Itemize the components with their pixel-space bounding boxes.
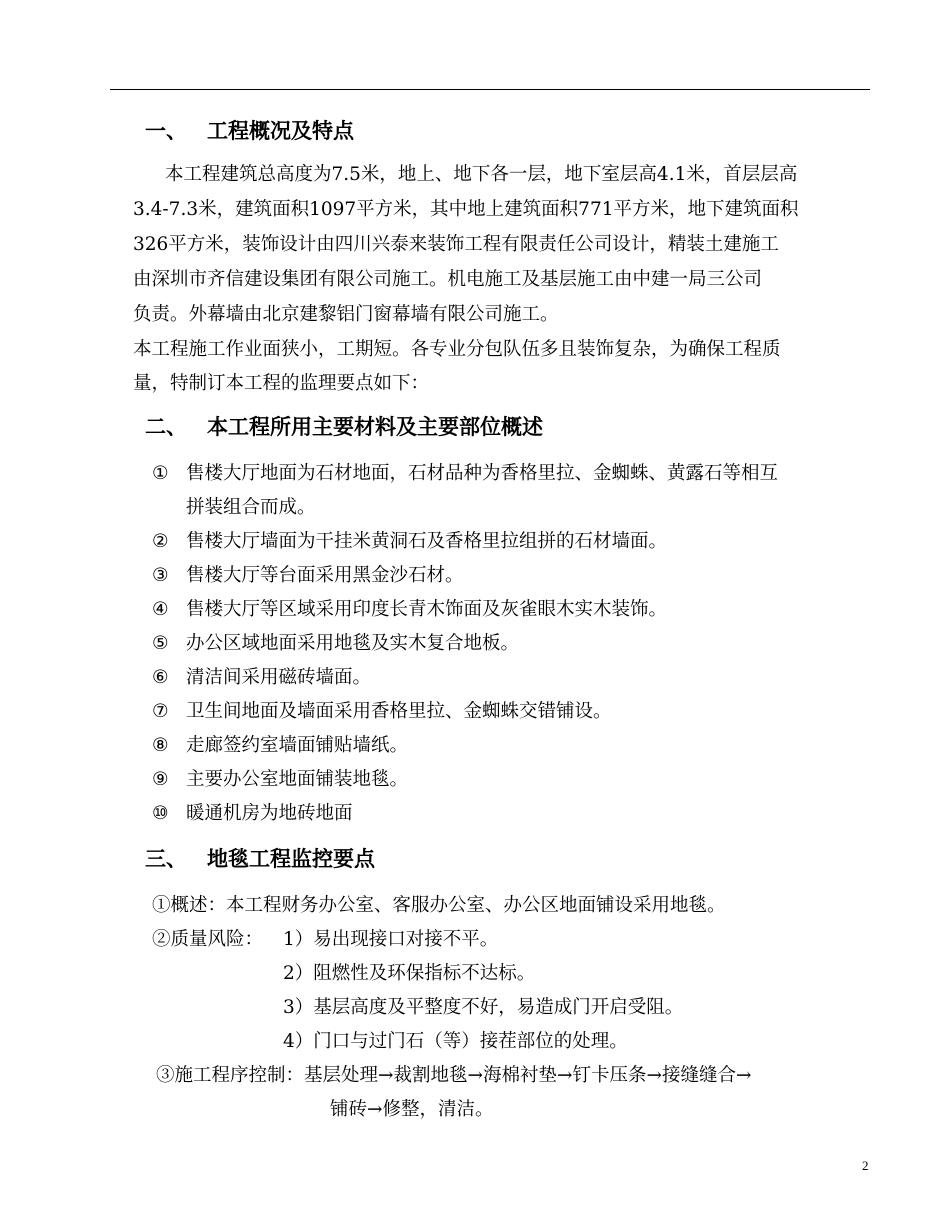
s2-item-10-line1: 暖通机房为地砖地面 bbox=[186, 803, 353, 824]
section-3-number: 三、 bbox=[145, 847, 187, 871]
s1-para1-line4: 由深圳市齐信建设集团有限公司施工。机电施工及基层施工由中建一局三公司 bbox=[133, 269, 763, 290]
section-1-title: 工程概况及特点 bbox=[207, 119, 354, 143]
s2-item-9-marker: ⑨ bbox=[152, 769, 169, 790]
s3-procedure-line2: 铺砖→修整，清洁。 bbox=[330, 1099, 494, 1120]
s2-item-8-marker: ⑧ bbox=[152, 735, 169, 756]
section-2-number: 二、 bbox=[145, 415, 187, 439]
s2-item-2-line1: 售楼大厅墙面为干挂米黄洞石及香格里拉组拼的石材墙面。 bbox=[186, 531, 668, 552]
section-2-title: 本工程所用主要材料及主要部位概述 bbox=[207, 415, 543, 439]
s2-item-4-line1: 售楼大厅等区域采用印度长青木饰面及灰雀眼木实木装饰。 bbox=[186, 599, 668, 620]
page-number: 2 bbox=[862, 1158, 869, 1173]
s2-item-5-line1: 办公区域地面采用地毯及实木复合地板。 bbox=[186, 633, 520, 654]
s3-risk-2: 2）阻燃性及环保指标不达标。 bbox=[283, 963, 536, 984]
s2-item-4-marker: ④ bbox=[152, 599, 169, 620]
s2-item-3-marker: ③ bbox=[152, 565, 169, 586]
s1-para1-line5: 负责。外幕墙由北京建黎铝门窗幕墙有限公司施工。 bbox=[133, 304, 559, 325]
s3-procedure-line1: ③施工程序控制：基层处理→裁割地毯→海棉衬垫→钉卡压条→接缝缝合→ bbox=[156, 1065, 752, 1086]
s2-item-10-marker: ⑩ bbox=[152, 803, 169, 824]
s2-item-6-line1: 清洁间采用磁砖墙面。 bbox=[186, 667, 372, 688]
s1-para1-line3: 326平方米，装饰设计由四川兴泰来装饰工程有限责任公司设计，精装土建施工 bbox=[133, 234, 779, 255]
s2-item-5-marker: ⑤ bbox=[152, 633, 169, 654]
s1-para1-line1: 本工程建筑总高度为7.5米，地上、地下各一层，地下室层高4.1米，首层层高 bbox=[165, 164, 798, 185]
s3-risk-label: ②质量风险： bbox=[152, 929, 264, 950]
s2-item-7-marker: ⑦ bbox=[152, 701, 169, 722]
section-3-heading bbox=[145, 843, 375, 873]
s3-overview: ①概述：本工程财务办公室、客服办公室、办公区地面铺设采用地毯。 bbox=[152, 895, 726, 916]
s2-item-1-marker: ① bbox=[152, 463, 169, 484]
s1-para2-line1: 本工程施工作业面狭小，工期短。各专业分包队伍多且装饰复杂，为确保工程质 bbox=[133, 339, 781, 360]
section-1-heading bbox=[145, 115, 354, 145]
section-3-title: 地毯工程监控要点 bbox=[207, 847, 375, 871]
s2-item-8-line1: 走廊签约室墙面铺贴墙纸。 bbox=[186, 735, 409, 756]
s1-para1-line2: 3.4-7.3米，建筑面积1097平方米，其中地上建筑面积771平方米，地下建筑面积 bbox=[133, 199, 799, 220]
s3-risk-4: 4）门口与过门石（等）接茬部位的处理。 bbox=[283, 1031, 628, 1052]
s2-item-6-marker: ⑥ bbox=[152, 667, 169, 688]
s2-item-1-line2: 拼装组合而成。 bbox=[186, 497, 316, 518]
section-2-heading bbox=[145, 411, 543, 441]
s3-risk-3: 3）基层高度及平整度不好，易造成门开启受阻。 bbox=[283, 997, 684, 1018]
s1-para2-line2: 量，特制订本工程的监理要点如下： bbox=[133, 373, 430, 394]
header-rule bbox=[110, 89, 870, 90]
s2-item-3-line1: 售楼大厅等台面采用黑金沙石材。 bbox=[186, 565, 464, 586]
section-1-number: 一、 bbox=[145, 119, 187, 143]
s2-item-2-marker: ② bbox=[152, 531, 169, 552]
s3-risk-1: 1）易出现接口对接不平。 bbox=[283, 929, 499, 950]
s2-item-9-line1: 主要办公室地面铺装地毯。 bbox=[186, 769, 409, 790]
s2-item-7-line1: 卫生间地面及墙面采用香格里拉、金蜘蛛交错铺设。 bbox=[186, 701, 612, 722]
s2-item-1-line1: 售楼大厅地面为石材地面，石材品种为香格里拉、金蜘蛛、黄露石等相互 bbox=[186, 463, 779, 484]
